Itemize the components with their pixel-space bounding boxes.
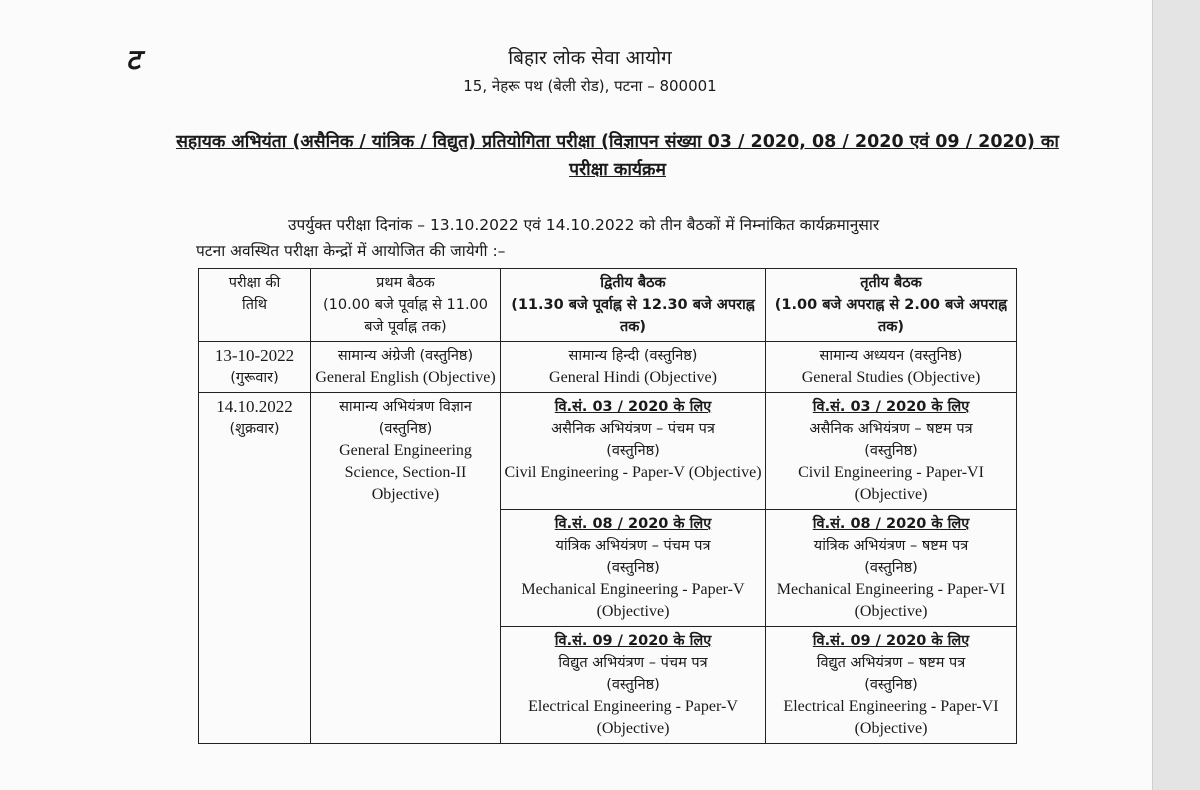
elec-s2-advt: वि.सं. 09 / 2020 के लिए xyxy=(554,633,712,649)
elec-s3-english: Electrical Engineering - Paper-VI (Objective) xyxy=(783,698,999,737)
row1-day: (गुरूवार) xyxy=(230,370,279,386)
row1-s1-english: General English (Objective) xyxy=(315,369,496,386)
mech-s3-hindi: यांत्रिक अभियंत्रण – षष्टम पत्र xyxy=(813,538,969,554)
elec-s2-hindi: विद्युत अभियंत्रण – पंचम पत्र xyxy=(558,655,708,671)
row1-first-sitting xyxy=(311,342,501,393)
civil-s2-advt: वि.सं. 03 / 2020 के लिए xyxy=(554,399,712,415)
row1-s3-hindi: सामान्य अध्ययन (वस्तुनिष्ठ) xyxy=(819,348,963,364)
row2-first-sitting xyxy=(311,393,501,744)
header-date-line2: तिथि xyxy=(241,297,268,313)
row1-date: 13-10-2022 xyxy=(214,346,295,365)
civil-s3-advt: वि.सं. 03 / 2020 के लिए xyxy=(812,399,970,415)
row1-s2-english: General Hindi (Objective) xyxy=(549,369,717,386)
elec-s2-english: Electrical Engineering - Paper-V (Objective) xyxy=(528,698,738,737)
civil-s3-objective: (वस्तुनिष्ठ) xyxy=(864,443,918,459)
civil-second-sitting xyxy=(501,393,766,510)
page-mark: ट xyxy=(126,45,141,76)
organization-address: 15, नेहरू पथ (बेली रोड), पटना – 800001 xyxy=(463,77,717,95)
table-row xyxy=(199,393,1017,510)
row1-s2-hindi: सामान्य हिन्दी (वस्तुनिष्ठ) xyxy=(568,348,698,364)
row2-s1-hindi: सामान्य अभियंत्रण विज्ञान xyxy=(339,399,472,415)
header-first-sitting xyxy=(311,269,501,342)
intro-paragraph xyxy=(196,212,1026,264)
table-header-row xyxy=(199,269,1017,342)
viewer-scroll-gutter[interactable] xyxy=(1152,0,1200,790)
intro-line-1: उपर्युक्त परीक्षा दिनांक – 13.10.2022 एवं 14.10.2022 को तीन बैठकों में निम्नांकित कार्यक्रमानुसार xyxy=(288,216,880,234)
row2-day: (शुक्रवार) xyxy=(229,421,280,437)
header-third-time: (1.00 बजे अपराह्न से 2.00 बजे अपराह्न तक) xyxy=(774,297,1008,335)
header-second-title: द्वितीय बैठक xyxy=(600,275,666,291)
row1-second-sitting xyxy=(501,342,766,393)
document-title: सहायक अभियंता (असैनिक / यांत्रिक / विद्युत) प्रतियोगिता परीक्षा (विज्ञापन संख्या 03 / 2020, 08 / 2020 एवं 09 / 2020) का परीक्षा कार्यक्रम xyxy=(176,132,1059,180)
civil-third-sitting xyxy=(766,393,1017,510)
row2-date: 14.10.2022 xyxy=(216,397,293,416)
mech-s2-hindi: यांत्रिक अभियंत्रण – पंचम पत्र xyxy=(555,538,711,554)
mech-s2-advt: वि.सं. 08 / 2020 के लिए xyxy=(554,516,712,532)
elec-second-sitting xyxy=(501,627,766,744)
civil-s2-objective: (वस्तुनिष्ठ) xyxy=(606,443,660,459)
elec-s2-objective: (वस्तुनिष्ठ) xyxy=(606,677,660,693)
row1-third-sitting xyxy=(766,342,1017,393)
mech-s3-english: Mechanical Engineering - Paper-VI (Objective) xyxy=(776,581,1006,620)
header-first-time: (10.00 बजे पूर्वाह्न से 11.00 बजे पूर्वाह्न तक) xyxy=(322,297,489,335)
civil-s3-hindi: असैनिक अभियंत्रण – षष्टम पत्र xyxy=(809,421,973,437)
header-first-title: प्रथम बैठक xyxy=(376,275,435,291)
header-second-sitting xyxy=(501,269,766,342)
elec-s3-hindi: विद्युत अभियंत्रण – षष्टम पत्र xyxy=(816,655,966,671)
civil-s3-english: Civil Engineering - Paper-VI (Objective) xyxy=(798,464,984,503)
header-third-sitting xyxy=(766,269,1017,342)
elec-third-sitting xyxy=(766,627,1017,744)
elec-s3-objective: (वस्तुनिष्ठ) xyxy=(864,677,918,693)
mech-second-sitting xyxy=(501,510,766,627)
mech-s3-advt: वि.सं. 08 / 2020 के लिए xyxy=(812,516,970,532)
row1-s1-hindi: सामान्य अंग्रेजी (वस्तुनिष्ठ) xyxy=(337,348,474,364)
header-third-title: तृतीय बैठक xyxy=(860,275,922,291)
intro-line-2: पटना अवस्थित परीक्षा केन्द्रों में आयोजित की जायेगी :– xyxy=(196,242,506,260)
row2-s1-objective: (वस्तुनिष्ठ) xyxy=(378,421,433,437)
civil-s2-english: Civil Engineering - Paper-V (Objective) xyxy=(504,464,762,481)
row1-s3-english: General Studies (Objective) xyxy=(801,369,981,386)
mech-s3-objective: (वस्तुनिष्ठ) xyxy=(864,560,918,576)
header-date xyxy=(199,269,311,342)
header-second-time: (11.30 बजे पूर्वाह्न से 12.30 बजे अपराह्न तक) xyxy=(511,297,755,335)
table-row xyxy=(199,342,1017,393)
mech-third-sitting xyxy=(766,510,1017,627)
row2-s1-english: General Engineering Science, Section-II Objective) xyxy=(339,442,472,503)
elec-s3-advt: वि.सं. 09 / 2020 के लिए xyxy=(812,633,970,649)
mech-s2-english: Mechanical Engineering - Paper-V (Objective) xyxy=(521,581,745,620)
exam-schedule-table xyxy=(198,268,1017,744)
header-date-line1: परीक्षा की xyxy=(228,275,281,291)
mech-s2-objective: (वस्तुनिष्ठ) xyxy=(606,560,660,576)
row2-date-cell xyxy=(199,393,311,744)
organization-name: बिहार लोक सेवा आयोग xyxy=(508,47,672,69)
row1-date-cell xyxy=(199,342,311,393)
civil-s2-hindi: असैनिक अभियंत्रण – पंचम पत्र xyxy=(551,421,715,437)
